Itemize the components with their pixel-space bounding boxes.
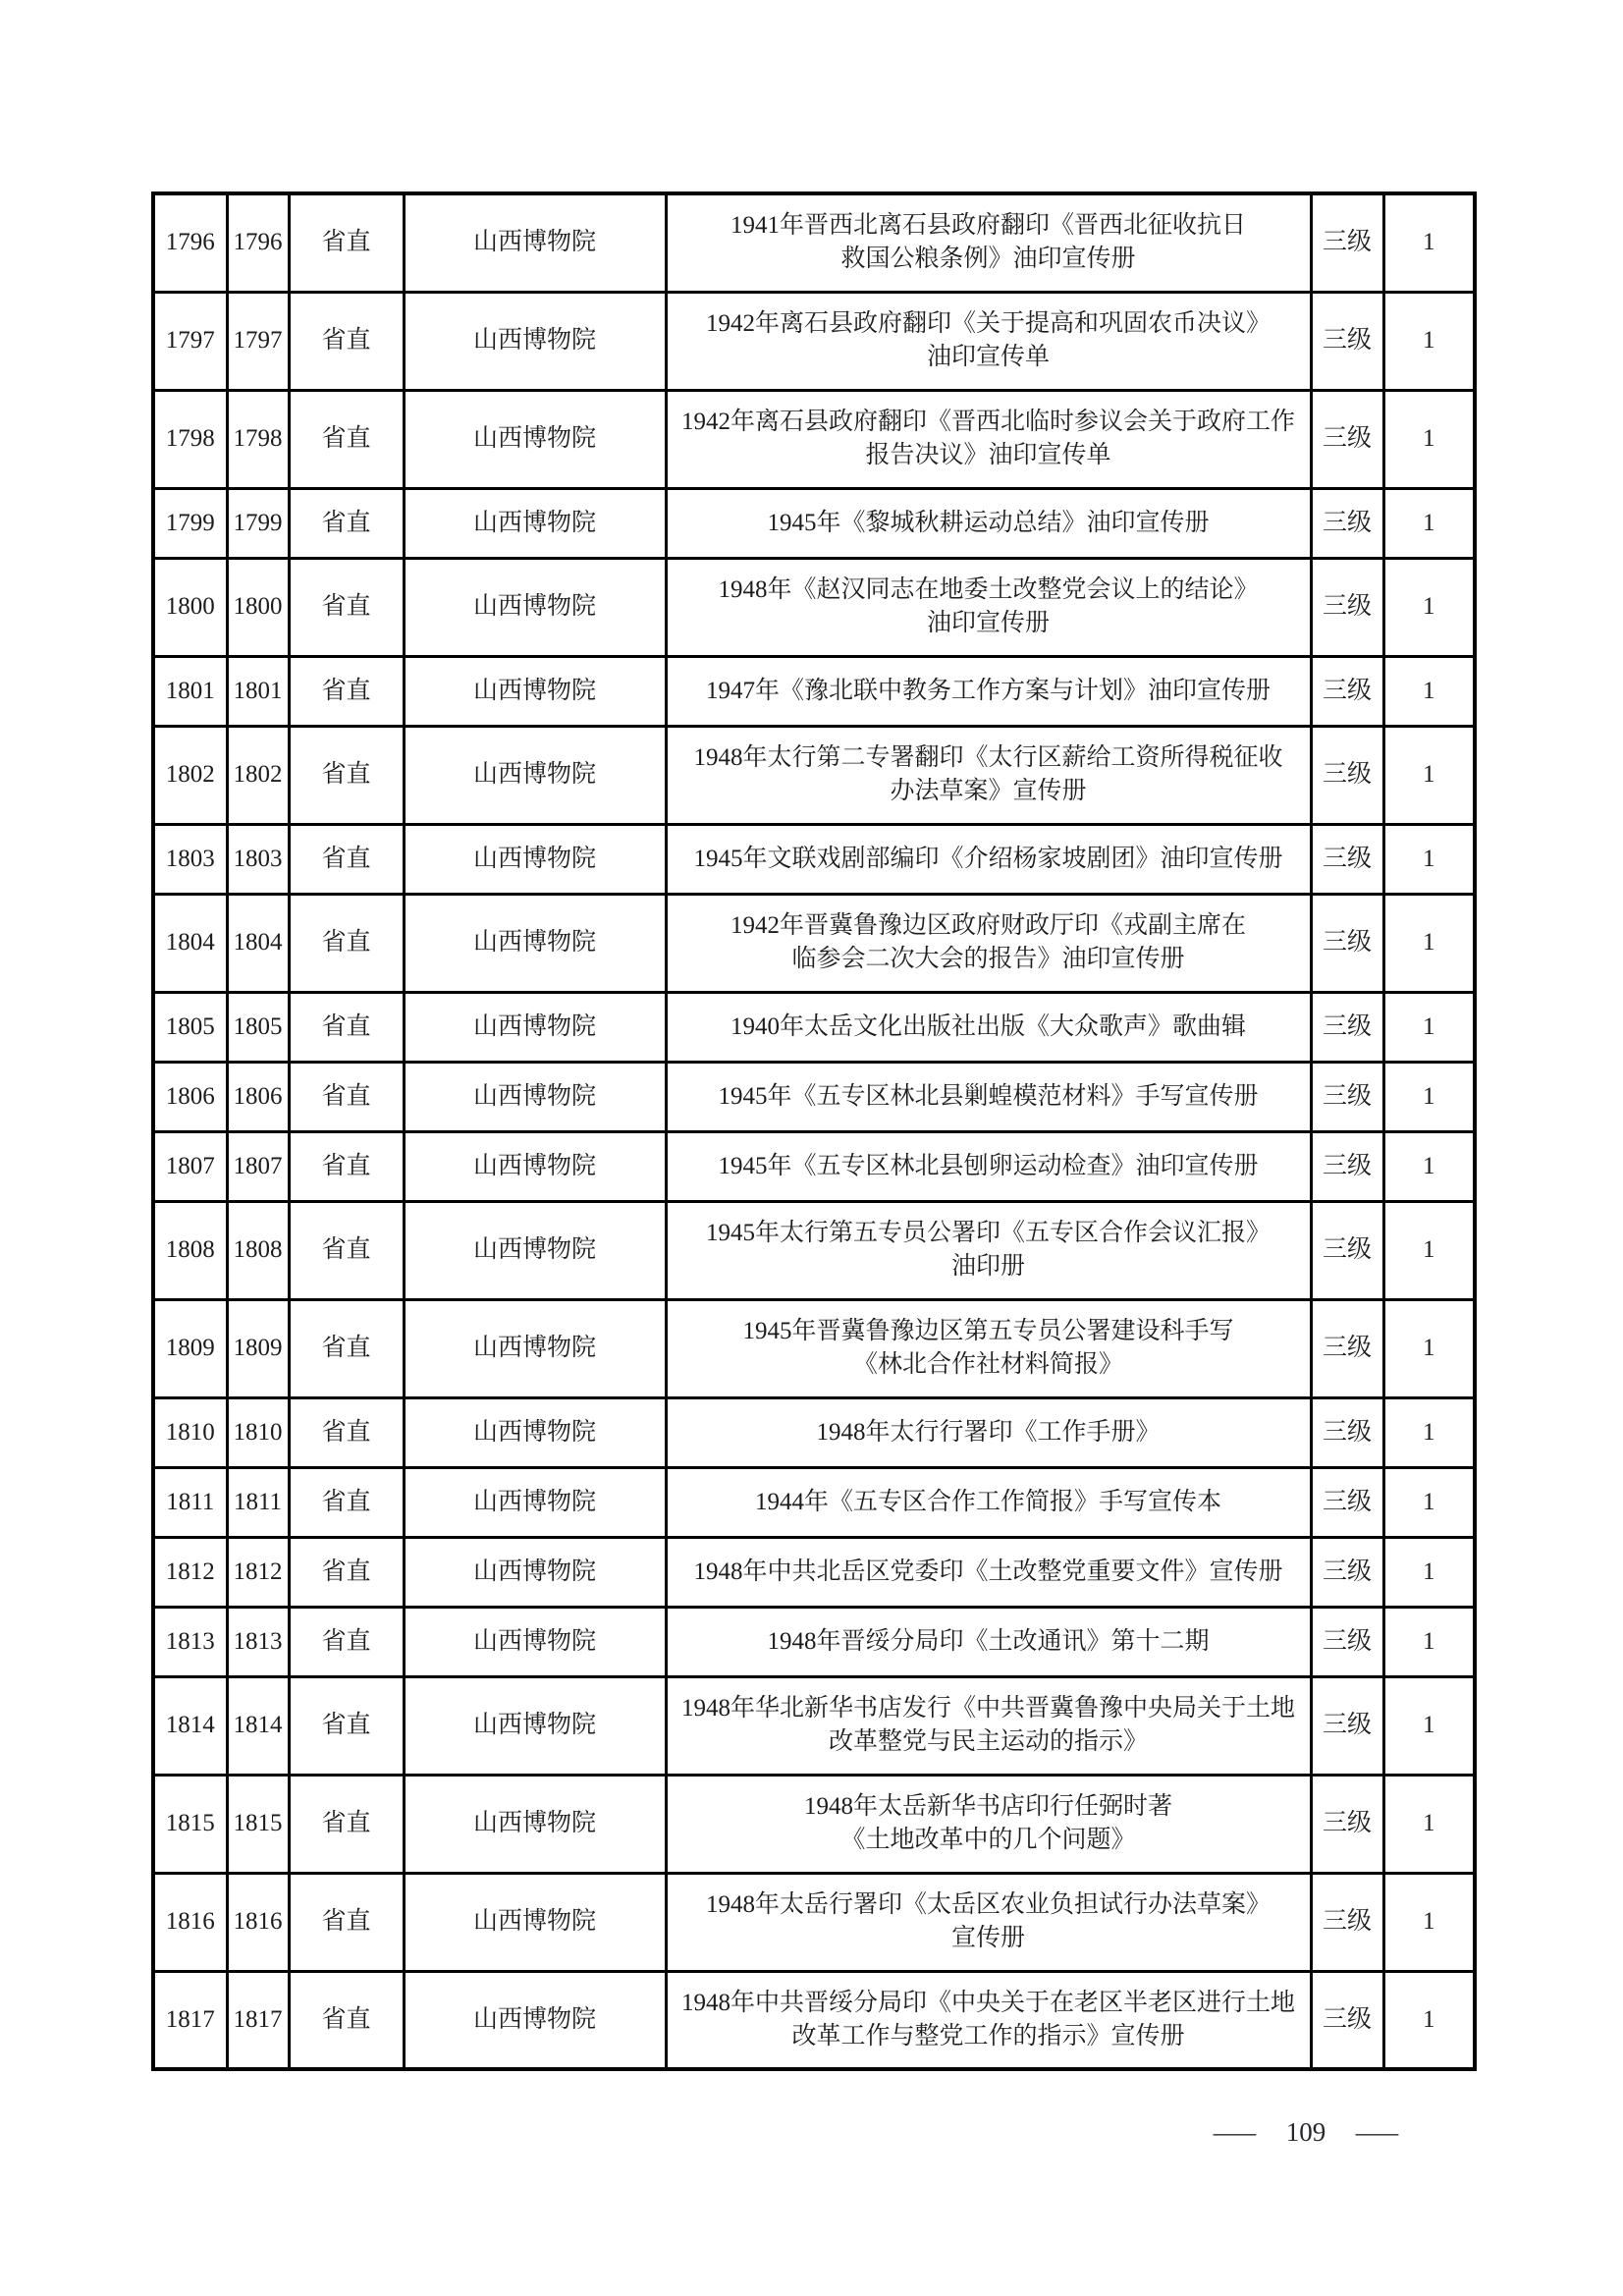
- cell-serial-primary: 1816: [153, 1873, 227, 1971]
- table-row: [153, 488, 1475, 558]
- table-row: [153, 1676, 1475, 1775]
- cell-region: 省直: [289, 1062, 404, 1131]
- cell-region: 省直: [289, 488, 404, 558]
- cell-serial-primary: 1803: [153, 824, 227, 894]
- cell-region: 省直: [289, 292, 404, 390]
- cell-serial-secondary: 1808: [227, 1201, 289, 1299]
- cell-quantity: 1: [1383, 992, 1475, 1062]
- cell-serial-primary: 1799: [153, 488, 227, 558]
- cell-grade: 三级: [1311, 1676, 1383, 1775]
- cell-quantity: 1: [1383, 193, 1475, 292]
- table-row: [153, 824, 1475, 894]
- table-row: [153, 894, 1475, 992]
- cell-quantity: 1: [1383, 824, 1475, 894]
- cell-institution: 山西博物院: [404, 390, 666, 488]
- cell-quantity: 1: [1383, 894, 1475, 992]
- cell-region: 省直: [289, 894, 404, 992]
- cell-serial-secondary: 1813: [227, 1607, 289, 1676]
- cell-description: 1945年《五专区林北县剿蝗模范材料》手写宣传册: [666, 1062, 1311, 1131]
- cell-quantity: 1: [1383, 1062, 1475, 1131]
- cell-region: 省直: [289, 1537, 404, 1607]
- cell-quantity: 1: [1383, 1537, 1475, 1607]
- cell-quantity: 1: [1383, 1299, 1475, 1397]
- cell-serial-primary: 1804: [153, 894, 227, 992]
- cell-region: 省直: [289, 1131, 404, 1201]
- cell-region: 省直: [289, 1299, 404, 1397]
- cell-institution: 山西博物院: [404, 193, 666, 292]
- cell-institution: 山西博物院: [404, 558, 666, 656]
- cell-institution: 山西博物院: [404, 1971, 666, 2069]
- footer-right-dash: —: [1355, 2117, 1399, 2147]
- cell-institution: 山西博物院: [404, 1537, 666, 1607]
- cell-institution: 山西博物院: [404, 726, 666, 824]
- table-row: [153, 1971, 1475, 2069]
- cell-serial-primary: 1813: [153, 1607, 227, 1676]
- cell-grade: 三级: [1311, 193, 1383, 292]
- cell-serial-secondary: 1801: [227, 656, 289, 726]
- cell-grade: 三级: [1311, 726, 1383, 824]
- cell-grade: 三级: [1311, 488, 1383, 558]
- cell-region: 省直: [289, 1873, 404, 1971]
- footer-left-dash: —: [1213, 2117, 1257, 2147]
- page-footer: [1213, 2117, 1399, 2148]
- cell-region: 省直: [289, 1676, 404, 1775]
- cell-quantity: 1: [1383, 390, 1475, 488]
- cell-serial-secondary: 1817: [227, 1971, 289, 2069]
- cell-region: 省直: [289, 1775, 404, 1873]
- cell-grade: 三级: [1311, 1299, 1383, 1397]
- cell-institution: 山西博物院: [404, 992, 666, 1062]
- cell-serial-secondary: 1796: [227, 193, 289, 292]
- cell-quantity: 1: [1383, 1676, 1475, 1775]
- cell-quantity: 1: [1383, 726, 1475, 824]
- artifact-table: [151, 191, 1477, 2071]
- cell-serial-secondary: 1807: [227, 1131, 289, 1201]
- cell-serial-secondary: 1799: [227, 488, 289, 558]
- table-row: [153, 1299, 1475, 1397]
- cell-grade: 三级: [1311, 1873, 1383, 1971]
- cell-serial-secondary: 1802: [227, 726, 289, 824]
- cell-serial-primary: 1808: [153, 1201, 227, 1299]
- cell-serial-secondary: 1800: [227, 558, 289, 656]
- cell-quantity: 1: [1383, 1201, 1475, 1299]
- cell-serial-secondary: 1812: [227, 1537, 289, 1607]
- cell-institution: 山西博物院: [404, 1676, 666, 1775]
- cell-description: 1942年离石县政府翻印《关于提高和巩固农币决议》 油印宣传单: [666, 292, 1311, 390]
- cell-description: 1945年太行第五专员公署印《五专区合作会议汇报》 油印册: [666, 1201, 1311, 1299]
- cell-serial-secondary: 1803: [227, 824, 289, 894]
- table-row: [153, 1775, 1475, 1873]
- cell-region: 省直: [289, 726, 404, 824]
- cell-description: 1948年太岳新华书店印行任弼时著 《土地改革中的几个问题》: [666, 1775, 1311, 1873]
- cell-region: 省直: [289, 1607, 404, 1676]
- cell-grade: 三级: [1311, 1537, 1383, 1607]
- cell-quantity: 1: [1383, 1607, 1475, 1676]
- table-row: [153, 992, 1475, 1062]
- table-row: [153, 726, 1475, 824]
- cell-description: 1945年文联戏剧部编印《介绍杨家坡剧团》油印宣传册: [666, 824, 1311, 894]
- cell-serial-primary: 1806: [153, 1062, 227, 1131]
- cell-serial-secondary: 1810: [227, 1397, 289, 1467]
- cell-serial-primary: 1805: [153, 992, 227, 1062]
- cell-grade: 三级: [1311, 824, 1383, 894]
- cell-region: 省直: [289, 1397, 404, 1467]
- cell-serial-primary: 1809: [153, 1299, 227, 1397]
- cell-quantity: 1: [1383, 1775, 1475, 1873]
- cell-region: 省直: [289, 824, 404, 894]
- table-row: [153, 390, 1475, 488]
- cell-description: 1945年《五专区林北县刨卵运动检查》油印宣传册: [666, 1131, 1311, 1201]
- cell-grade: 三级: [1311, 558, 1383, 656]
- cell-serial-primary: 1798: [153, 390, 227, 488]
- cell-description: 1948年中共晋绥分局印《中央关于在老区半老区进行土地 改革工作与整党工作的指示》宣传册: [666, 1971, 1311, 2069]
- cell-institution: 山西博物院: [404, 1467, 666, 1537]
- cell-serial-primary: 1807: [153, 1131, 227, 1201]
- cell-serial-primary: 1817: [153, 1971, 227, 2069]
- cell-grade: 三级: [1311, 390, 1383, 488]
- cell-institution: 山西博物院: [404, 1062, 666, 1131]
- cell-serial-primary: 1801: [153, 656, 227, 726]
- cell-description: 1948年华北新华书店发行《中共晋冀鲁豫中央局关于土地 改革整党与民主运动的指示》: [666, 1676, 1311, 1775]
- cell-institution: 山西博物院: [404, 488, 666, 558]
- cell-institution: 山西博物院: [404, 894, 666, 992]
- cell-serial-primary: 1800: [153, 558, 227, 656]
- cell-description: 1942年离石县政府翻印《晋西北临时参议会关于政府工作 报告决议》油印宣传单: [666, 390, 1311, 488]
- cell-quantity: 1: [1383, 1467, 1475, 1537]
- cell-institution: 山西博物院: [404, 824, 666, 894]
- cell-grade: 三级: [1311, 1397, 1383, 1467]
- cell-serial-primary: 1815: [153, 1775, 227, 1873]
- cell-serial-primary: 1797: [153, 292, 227, 390]
- cell-serial-primary: 1802: [153, 726, 227, 824]
- table-row: [153, 558, 1475, 656]
- cell-serial-secondary: 1798: [227, 390, 289, 488]
- cell-region: 省直: [289, 390, 404, 488]
- table-row: [153, 1537, 1475, 1607]
- cell-serial-secondary: 1804: [227, 894, 289, 992]
- cell-region: 省直: [289, 992, 404, 1062]
- cell-grade: 三级: [1311, 992, 1383, 1062]
- table-row: [153, 1201, 1475, 1299]
- table-row: [153, 1467, 1475, 1537]
- cell-region: 省直: [289, 193, 404, 292]
- cell-quantity: 1: [1383, 292, 1475, 390]
- table-row: [153, 1873, 1475, 1971]
- cell-grade: 三级: [1311, 894, 1383, 992]
- table-row: [153, 1397, 1475, 1467]
- cell-quantity: 1: [1383, 1397, 1475, 1467]
- cell-serial-secondary: 1797: [227, 292, 289, 390]
- cell-serial-primary: 1811: [153, 1467, 227, 1537]
- cell-serial-secondary: 1811: [227, 1467, 289, 1537]
- cell-institution: 山西博物院: [404, 1775, 666, 1873]
- cell-grade: 三级: [1311, 1201, 1383, 1299]
- cell-description: 1945年晋冀鲁豫边区第五专员公署建设科手写 《林北合作社材料简报》: [666, 1299, 1311, 1397]
- cell-grade: 三级: [1311, 1607, 1383, 1676]
- cell-description: 1948年太行行署印《工作手册》: [666, 1397, 1311, 1467]
- cell-description: 1948年《赵汉同志在地委土改整党会议上的结论》 油印宣传册: [666, 558, 1311, 656]
- cell-serial-secondary: 1816: [227, 1873, 289, 1971]
- cell-description: 1944年《五专区合作工作简报》手写宣传本: [666, 1467, 1311, 1537]
- cell-description: 1942年晋冀鲁豫边区政府财政厅印《戎副主席在 临参会二次大会的报告》油印宣传册: [666, 894, 1311, 992]
- cell-region: 省直: [289, 1971, 404, 2069]
- cell-quantity: 1: [1383, 488, 1475, 558]
- table-row: [153, 1607, 1475, 1676]
- cell-quantity: 1: [1383, 1131, 1475, 1201]
- cell-institution: 山西博物院: [404, 292, 666, 390]
- cell-quantity: 1: [1383, 656, 1475, 726]
- cell-description: 1940年太岳文化出版社出版《大众歌声》歌曲辑: [666, 992, 1311, 1062]
- cell-region: 省直: [289, 656, 404, 726]
- table-row: [153, 656, 1475, 726]
- cell-grade: 三级: [1311, 1971, 1383, 2069]
- cell-description: 1948年太行第二专署翻印《太行区薪给工资所得税征收 办法草案》宣传册: [666, 726, 1311, 824]
- cell-quantity: 1: [1383, 1873, 1475, 1971]
- cell-institution: 山西博物院: [404, 656, 666, 726]
- cell-grade: 三级: [1311, 1062, 1383, 1131]
- table-row: [153, 1131, 1475, 1201]
- artifact-table-body: [153, 193, 1475, 2069]
- cell-quantity: 1: [1383, 1971, 1475, 2069]
- cell-institution: 山西博物院: [404, 1873, 666, 1971]
- cell-region: 省直: [289, 558, 404, 656]
- cell-serial-primary: 1812: [153, 1537, 227, 1607]
- cell-grade: 三级: [1311, 656, 1383, 726]
- cell-serial-secondary: 1809: [227, 1299, 289, 1397]
- cell-description: 1948年晋绥分局印《土改通讯》第十二期: [666, 1607, 1311, 1676]
- table-row: [153, 1062, 1475, 1131]
- cell-description: 1948年太岳行署印《太岳区农业负担试行办法草案》 宣传册: [666, 1873, 1311, 1971]
- cell-institution: 山西博物院: [404, 1299, 666, 1397]
- cell-grade: 三级: [1311, 1467, 1383, 1537]
- table-row: [153, 292, 1475, 390]
- page-number: 109: [1285, 2117, 1326, 2147]
- cell-grade: 三级: [1311, 292, 1383, 390]
- cell-serial-primary: 1796: [153, 193, 227, 292]
- cell-description: 1941年晋西北离石县政府翻印《晋西北征收抗日 救国公粮条例》油印宣传册: [666, 193, 1311, 292]
- cell-institution: 山西博物院: [404, 1201, 666, 1299]
- cell-grade: 三级: [1311, 1775, 1383, 1873]
- cell-quantity: 1: [1383, 558, 1475, 656]
- cell-institution: 山西博物院: [404, 1131, 666, 1201]
- cell-serial-secondary: 1806: [227, 1062, 289, 1131]
- cell-serial-secondary: 1805: [227, 992, 289, 1062]
- cell-institution: 山西博物院: [404, 1397, 666, 1467]
- table-row: [153, 193, 1475, 292]
- cell-serial-secondary: 1815: [227, 1775, 289, 1873]
- cell-description: 1947年《豫北联中教务工作方案与计划》油印宣传册: [666, 656, 1311, 726]
- cell-serial-primary: 1810: [153, 1397, 227, 1467]
- cell-description: 1945年《黎城秋耕运动总结》油印宣传册: [666, 488, 1311, 558]
- cell-serial-secondary: 1814: [227, 1676, 289, 1775]
- cell-institution: 山西博物院: [404, 1607, 666, 1676]
- cell-region: 省直: [289, 1467, 404, 1537]
- cell-region: 省直: [289, 1201, 404, 1299]
- cell-grade: 三级: [1311, 1131, 1383, 1201]
- cell-description: 1948年中共北岳区党委印《土改整党重要文件》宣传册: [666, 1537, 1311, 1607]
- cell-serial-primary: 1814: [153, 1676, 227, 1775]
